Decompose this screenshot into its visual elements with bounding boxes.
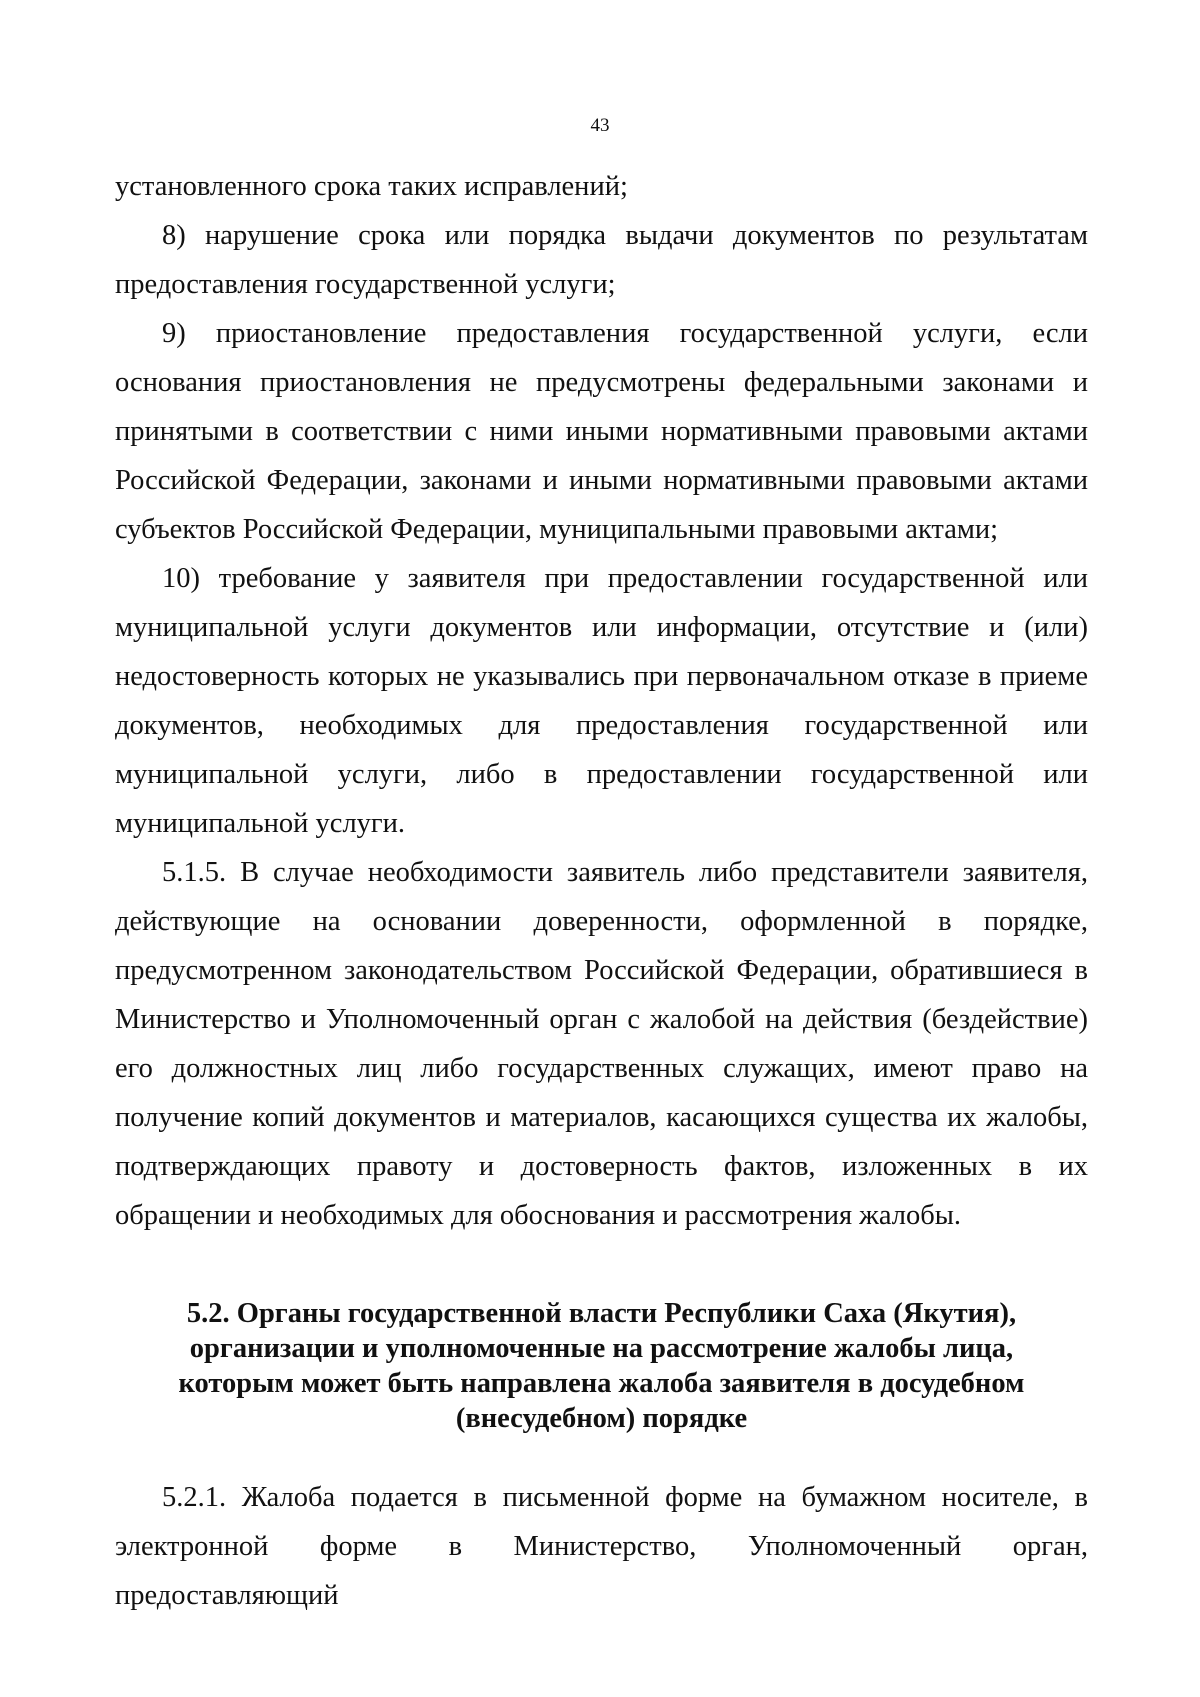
document-body (115, 162, 1088, 1620)
heading-line: которым может быть направлена жалоба заявителя в досудебном (178, 1368, 1025, 1399)
heading-line: 5.2. Органы государственной власти Республики Саха (Якутия), (186, 1298, 1017, 1329)
paragraph-continuation: установленного срока таких исправлений; (115, 171, 628, 202)
paragraph-item-10: 10) требование у заявителя при предоставлении государственной или муниципальной услуги документов или информации, отсутствие и (или) недостоверность которых не указывались при первоначальном отказе в приеме документов, необходимых для предоставления государственной или муниципальной услуги, либо в предоставлении государственной или муниципальной услуги. (115, 563, 1088, 839)
paragraph-item-8: 8) нарушение срока или порядка выдачи документов по результатам предоставления государственной услуги; (115, 220, 1088, 300)
paragraph-item-9: 9) приостановление предоставления государственной услуги, если основания приостановления не предусмотрены федеральными законами и принятыми в соответствии с ними иными нормативными правовыми актами Российской Федерации, законами и иными нормативными правовыми актами субъектов Российской Федерации, муниципальными правовыми актами; (115, 318, 1088, 545)
page-number: 43 (590, 115, 610, 136)
section-heading-5-2 (115, 1296, 1088, 1436)
paragraph-5-2-1: 5.2.1. Жалоба подается в письменной форме на бумажном носителе, в электронной форме в Министерство, Уполномоченный орган, предоставляющий (115, 1482, 1088, 1611)
heading-line: организации и уполномоченные на рассмотрение жалобы лица, (189, 1333, 1014, 1364)
paragraph-5-1-5: 5.1.5. В случае необходимости заявитель либо представители заявителя, действующие на основании доверенности, оформленной в порядке, предусмотренном законодательством Российской Федерации, обратившиеся в Министерство и Уполномоченный орган с жалобой на действия (бездействие) его должностных лиц либо государственных служащих, имеют право на получение копий документов и материалов, касающихся существа их жалобы, подтверждающих правоту и достоверность фактов, изложенных в их обращении и необходимых для обоснования и рассмотрения жалобы. (115, 857, 1088, 1231)
heading-line: (внесудебном) порядке (455, 1403, 748, 1434)
